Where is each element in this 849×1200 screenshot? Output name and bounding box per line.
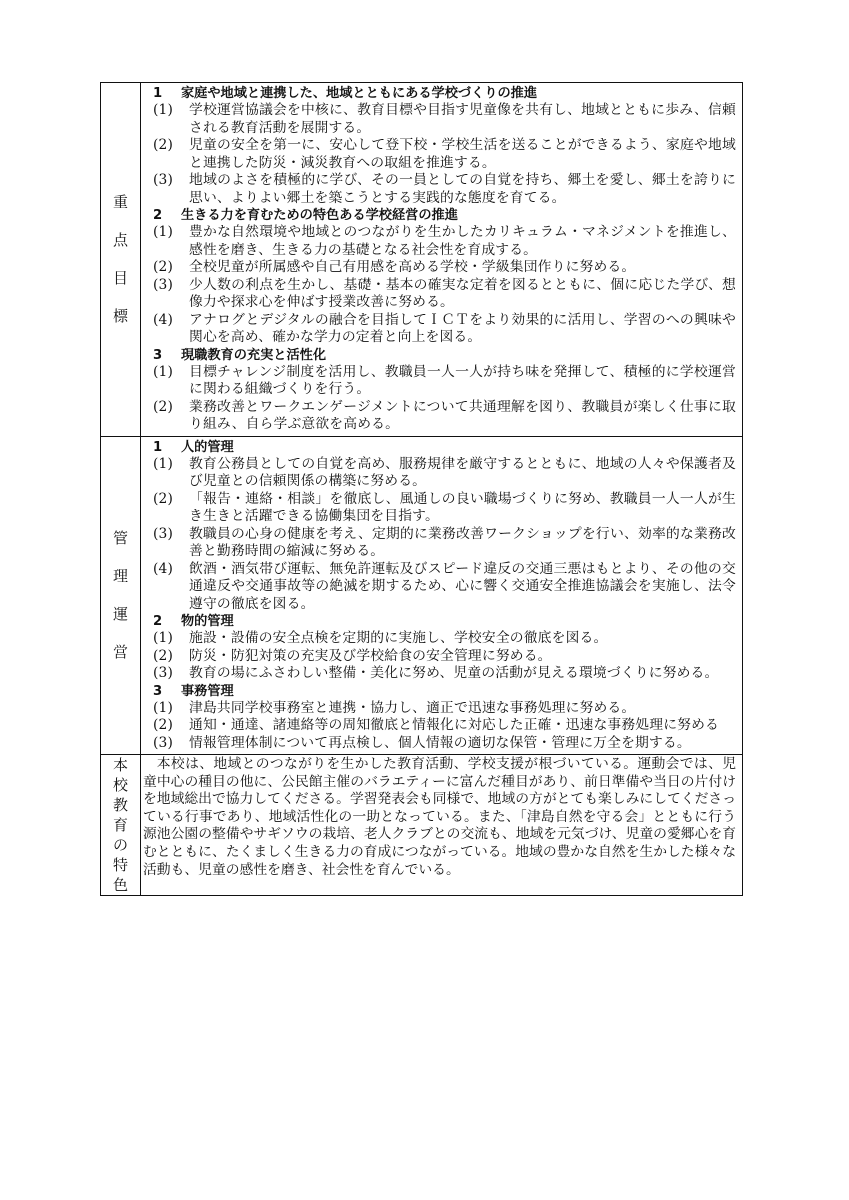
content-management	[141, 436, 743, 755]
label-char: 特	[112, 856, 128, 874]
section-number: 3	[153, 347, 163, 363]
list-item	[151, 456, 736, 491]
list-item	[151, 312, 736, 347]
list-item	[151, 700, 736, 718]
section-heading	[153, 683, 736, 700]
label-char: 重	[112, 193, 128, 212]
list-item	[151, 526, 736, 561]
item-number: (3)	[153, 172, 173, 188]
label-cell-priority-goals	[101, 83, 141, 437]
item-text: 全校児童が所属感や自己有用感を高める学校・学級集団作りに努める。	[189, 259, 636, 275]
label-cell-management	[101, 436, 141, 755]
list-item	[151, 137, 736, 172]
label-char: 点	[112, 231, 128, 250]
item-text: 情報管理体制について再点検し、個人情報の適切な保管・管理に万全を期する。	[189, 734, 691, 751]
vertical-label-school-features	[101, 755, 140, 895]
item-number: (2)	[153, 398, 173, 415]
section-heading	[153, 207, 736, 224]
item-text: 地域のよさを積極的に学び、その一員としての自覚を持ち、郷土を愛し、郷土を誇りに思い、よりよい郷土を築こうとする実践的な態度を育てる。	[189, 172, 736, 206]
item-number: (3)	[153, 525, 173, 542]
list-item	[151, 561, 736, 614]
section-title: 家庭や地域と連携した、地域とともにある学校づくりの推進	[181, 86, 538, 101]
item-text: 「報告・連絡・相談」を徹底し、風通しの良い職場づくりに努め、教職員一人一人が生き生きと活躍できる協働集団を目指す。	[189, 490, 736, 524]
label-char: 理	[112, 567, 128, 586]
item-number: (1)	[153, 699, 173, 716]
item-text: 目標チャレンジ制度を活用し、教職員一人一人が持ち味を発揮して、積極的に学校運営に関わる組織づくりを行う。	[189, 363, 736, 397]
list-item	[151, 648, 736, 666]
section-number: 3	[153, 683, 163, 699]
item-number: (1)	[153, 224, 173, 240]
vertical-label-management	[101, 519, 140, 671]
vertical-label-priority-goals	[101, 183, 140, 335]
list-item	[151, 491, 736, 526]
label-char: 標	[112, 307, 128, 326]
item-number: (3)	[153, 665, 173, 681]
label-char: 教	[112, 796, 128, 814]
list-item	[151, 630, 736, 648]
item-number: (2)	[153, 490, 173, 507]
section-title: 生きる力を育むための特色ある学校経営の推進	[181, 208, 458, 223]
content-priority-goals	[141, 83, 743, 437]
list-item	[151, 172, 736, 207]
label-char: 本	[112, 756, 128, 774]
item-number: (2)	[153, 259, 173, 275]
item-text: 少人数の利点を生かし、基礎・基本の確実な定着を図るとともに、個に応じた学び、想像力や探求心を伸ばす授業改善に努める。	[189, 276, 736, 310]
list-item	[151, 102, 736, 137]
label-char: 育	[112, 816, 128, 834]
section-number: 2	[153, 614, 163, 629]
item-text: 防災・防犯対策の充実及び学校給食の安全管理に努める。	[189, 647, 552, 664]
item-text: 業務改善とワークエンゲージメントについて共通理解を図り、教職員が楽しく仕事に取り組み、自ら学ぶ意欲を高める。	[189, 398, 736, 432]
section-title: 物的管理	[181, 614, 234, 629]
item-number: (2)	[153, 647, 173, 664]
list-item	[151, 717, 736, 735]
row-management	[101, 436, 743, 755]
label-char: 校	[112, 776, 128, 794]
item-text: アナログとデジタルの融合を目指してＩＣＴをより効果的に活用し、学習のへの興味や関心を高め、確かな学力の定着と向上を図る。	[189, 311, 736, 345]
label-char: 運	[112, 605, 128, 624]
label-char: 営	[112, 643, 128, 662]
label-cell-school-features	[101, 755, 141, 896]
section-heading	[153, 347, 736, 364]
item-text: 施設・設備の安全点検を定期的に実施し、学校安全の徹底を図る。	[189, 630, 608, 646]
item-text: 児童の安全を第一に、安心して登下校・学校生活を送ることができるよう、家庭や地域と連携した防災・減災教育への取組を推進する。	[189, 137, 736, 171]
item-number: (1)	[153, 363, 173, 380]
row-school-features	[101, 755, 743, 896]
school-features-text: 本校は、地域とのつながりを生かした教育活動、学校支援が根づいている。運動会では、児童中心の種目の他に、公民館主催のバラエティーに富んだ種目があり、前日準備や当日の片付けを地域総出で協力してくださる。学習発表会も同様で、地域の方がとても楽しみにしてくださっている行事であり、地域活性化の一助となっている。また、「津島自然を守る会」とともに行う源池公園の整備やサギソウの栽培、老人クラブとの交流も、地域を元気づけ、児童の愛郷心を育むとともに、たくましく生きる力の育成につながっている。地域の豊かな自然を生かした様々な活動も、児童の感性を磨き、社会性を育んでいる。	[141, 755, 743, 896]
list-item	[151, 259, 736, 277]
item-number: (2)	[153, 717, 173, 733]
policy-table	[100, 82, 743, 896]
label-char: 色	[112, 876, 128, 894]
item-text: 津島共同学校事務室と連携・協力し、適正で迅速な事務処理に努める。	[189, 699, 636, 716]
row-priority-goals	[101, 83, 743, 437]
section-title: 現職教育の充実と活性化	[181, 347, 327, 363]
label-char: 目	[112, 269, 128, 288]
item-text: 通知・通達、諸連絡等の周知徹底と情報化に対応した正確・迅速な事務処理に努める	[189, 717, 719, 733]
item-text: 豊かな自然環境や地域とのつながりを生かしたカリキュラム・マネジメントを推進し、感性を磨き、生きる力の基礎となる社会性を育成する。	[189, 224, 736, 258]
item-text: 学校運営協議会を中核に、教育目標や目指す児童像を共有し、地域とともに歩み、信頼される教育活動を展開する。	[189, 102, 736, 136]
item-number: (4)	[153, 560, 173, 577]
list-item	[151, 277, 736, 312]
label-char: の	[112, 836, 128, 854]
item-number: (2)	[153, 137, 173, 153]
item-text: 教職員の心身の健康を考え、定期的に業務改善ワークショップを行い、効率的な業務改善と勤務時間の縮減に努める。	[189, 525, 736, 559]
section-number: 1	[153, 86, 163, 101]
item-text: 飲酒・酒気帯び運転、無免許運転及びスピード違反の交通三悪はもとより、その他の交通違反や交通事故等の絶滅を期するため、心に響く交通安全推進協議会を実施し、法令遵守の徹底を図る。	[189, 560, 736, 612]
list-item	[151, 735, 736, 753]
item-text: 教育の場にふさわしい整備・美化に努め、児童の活動が見える環境づくりに努める。	[189, 665, 719, 681]
section-title: 人的管理	[181, 439, 234, 455]
list-item	[151, 399, 736, 434]
item-number: (3)	[153, 276, 173, 293]
section-heading	[153, 85, 736, 102]
item-number: (1)	[153, 455, 173, 472]
item-number: (1)	[153, 102, 173, 118]
list-item	[151, 665, 736, 683]
section-number: 2	[153, 208, 163, 223]
section-number: 1	[153, 439, 163, 455]
label-char: 管	[112, 529, 128, 548]
item-number: (3)	[153, 734, 173, 751]
section-title: 事務管理	[181, 683, 234, 699]
item-number: (4)	[153, 311, 173, 328]
section-heading	[153, 439, 736, 456]
section-heading	[153, 613, 736, 630]
list-item	[151, 364, 736, 399]
item-text: 教育公務員としての自覚を高め、服務規律を厳守するとともに、地域の人々や保護者及び児童との信頼関係の構築に努める。	[189, 455, 736, 489]
item-number: (1)	[153, 630, 173, 646]
list-item	[151, 224, 736, 259]
